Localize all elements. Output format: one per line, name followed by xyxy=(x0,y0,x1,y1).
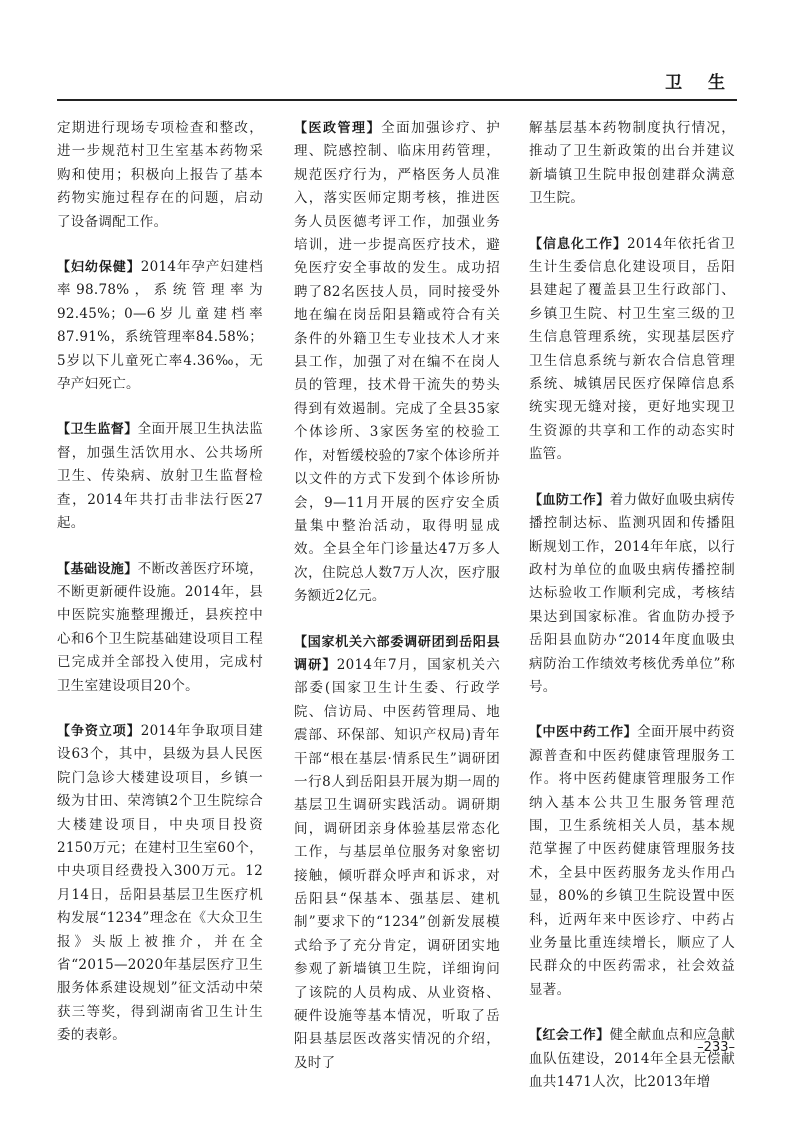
section-infrastructure xyxy=(57,558,263,698)
section-funding-projects xyxy=(57,720,263,1048)
section-national-research-team xyxy=(294,631,500,1076)
continued-paragraph: 解基层基本药物制度执行情况，推动了卫生新政策的出台并建议新墙镇卫生院申报创建群众满意卫生院。 xyxy=(529,120,735,207)
section-text: 全面开展中药资源普查和中医药健康管理服务工作。将中医药健康管理服务工作纳入基本公共卫生服务管理范围，卫生系统相关人员，基本规范掌握了中医药健康管理服务技术，全县中医药服务龙头作用凸显，80%的乡镇卫生院设置中医科，近两年来中医诊疗、中药占业务量比重连续增长，顺应了人民群众的中医药需求，社会效益显著。 xyxy=(529,724,735,998)
continued-paragraph: 定期进行现场专项检查和整改，进一步规范村卫生室基本药物采购和使用；积极向上报告了基本药物实施过程存在的问题，启动了设备调配工作。 xyxy=(57,120,263,230)
section-text: 2014年争取项目建设63个，其中，县级为县人民医院门急诊大楼建设项目，乡镇一级为甘田、荣湾镇2个卫生院综合大楼建设项目，中央项目投资2150万元；在建村卫生室60个，中央项目经费投入300万元。12月14日，岳阳县基层卫生医疗机构发展“1234”理念在《大众卫生报》头版上被推介，并在全省“2015—2020年基层医疗卫生服务体系建设规划”征文活动中荣获三等奖，得到湖南省卫生计生委的表彰。 xyxy=(57,722,263,1044)
column-3 xyxy=(529,117,735,1116)
section-text: 2014年依托省卫生计生委信息化建设项目，岳阳县建起了覆盖县卫生行政部门、乡镇卫生院、村卫生室三级的卫生信息管理系统，实现基层医疗卫生信息系统与新农合信息管理系统、城镇居民医疗保障信息系统实现无缝对接，更好地实现卫生资源的共享和工作的动态实时监管。 xyxy=(529,235,735,463)
column-1 xyxy=(57,117,263,1070)
section-tag: 【医政管理】 xyxy=(294,121,382,136)
section-text: 着力做好血吸虫病传播控制达标、监测巩固和传播阻断规划工作，2014年年底，以行政村为单位的血吸虫病传播控制达标验收工作顺利完成，考核结果达到国家标准。省血防办授予岳阳县血防办“2014年度血吸虫病防治工作绩效考核优秀单位”称号。 xyxy=(529,491,735,695)
section-tag: 【争资立项】 xyxy=(57,723,141,739)
section-text: 2014年7月，国家机关六部委(国家卫生计生委、行政学院、信访局、中医药管理局、地震部、环保部、知识产权局)青年干部“根在基层·情系民生”调研团一行8人到岳阳县开展为期一周的基层卫生调研实践活动。调研期间，调研团亲身体验基层常态化工作，与基层单位服务对象密切接触，倾听群众呼声和诉求，对岳阳县“保基本、强基层、建机制”要求下的“1234”创新发展模式给予了充分肯定，调研团实地参观了新墙镇卫生院，详细询问了该院的人员构成、从业资格、硬件设施等基本情况，听取了岳阳县基层医改落实情况的介绍，及时了 xyxy=(294,656,500,1071)
section-text: 健全献血点和应急献血队伍建设，2014年全县无偿献血共1471人次，比2013年增 xyxy=(529,1027,735,1091)
section-red-cross-work xyxy=(529,1024,735,1094)
section-tcm-work xyxy=(529,721,735,1002)
section-tag: 【基础设施】 xyxy=(57,561,138,577)
section-tag: 【信息化工作】 xyxy=(529,236,627,252)
page-number: –233– xyxy=(697,1040,735,1055)
section-text: 不断改善医疗环境，不断更新硬件设施。2014年，县中医院实施整理搬迁，县疾控中心和6个卫生院基础建设项目工程已完成并全部投入使用，完成村卫生室建设项目20个。 xyxy=(57,560,263,694)
running-header-title: 卫 生 xyxy=(665,73,735,93)
section-tag: 【血防工作】 xyxy=(529,492,610,508)
section-schistosomiasis-control xyxy=(529,489,735,700)
section-tag: 【国家机关六部委调研团到岳阳县调研】 xyxy=(294,634,500,673)
section-health-supervision xyxy=(57,418,263,535)
section-maternal-child-health xyxy=(57,256,263,396)
section-medical-administration xyxy=(294,117,500,609)
section-text: 2014年孕产妇建档率98.78%，系统管理率为92.45%；0—6岁儿童建档率87.91%，系统管理率84.58%；5岁以下儿童死亡率4.36‰，无孕产妇死亡。 xyxy=(57,259,263,393)
section-text: 全面开展卫生执法监督，加强生活饮用水、公共场所卫生、传染病、放射卫生监督检查，2014年共打击非法行医27起。 xyxy=(57,421,263,532)
column-2 xyxy=(294,117,500,1097)
section-tag: 【红会工作】 xyxy=(529,1028,610,1044)
section-tag: 【妇幼保健】 xyxy=(57,260,141,276)
section-tag: 【卫生监督】 xyxy=(57,422,138,438)
header-divider xyxy=(57,99,737,101)
section-informatization xyxy=(529,233,735,467)
section-tag: 【中医中药工作】 xyxy=(529,725,638,741)
section-text: 全面加强诊疗、护理、院感控制、临床用药管理，规范医疗行为，严格医务人员准入，落实医师定期考核，推进医务人员医德考评工作，加强业务培训，进一步提高医疗技术，避免医疗安全事故的发生。成功招聘了82名医技人员，同时接受外地在编在岗岳阳县籍或符合有关条件的外籍卫生专业技术人才来县工作，加强了对在编不在岗人员的管理，技术骨干流失的势头得到有效遏制。完成了全县35家个体诊所、3家医务室的校验工作，对暂缓校验的7家个体诊所并以文件的方式下发到个体诊所协会，9—11月开展的医疗安全质量集中整治活动，取得明显成效。全县全年门诊量达47万多人次，住院总人数7万人次，医疗服务额近2亿元。 xyxy=(294,120,500,605)
